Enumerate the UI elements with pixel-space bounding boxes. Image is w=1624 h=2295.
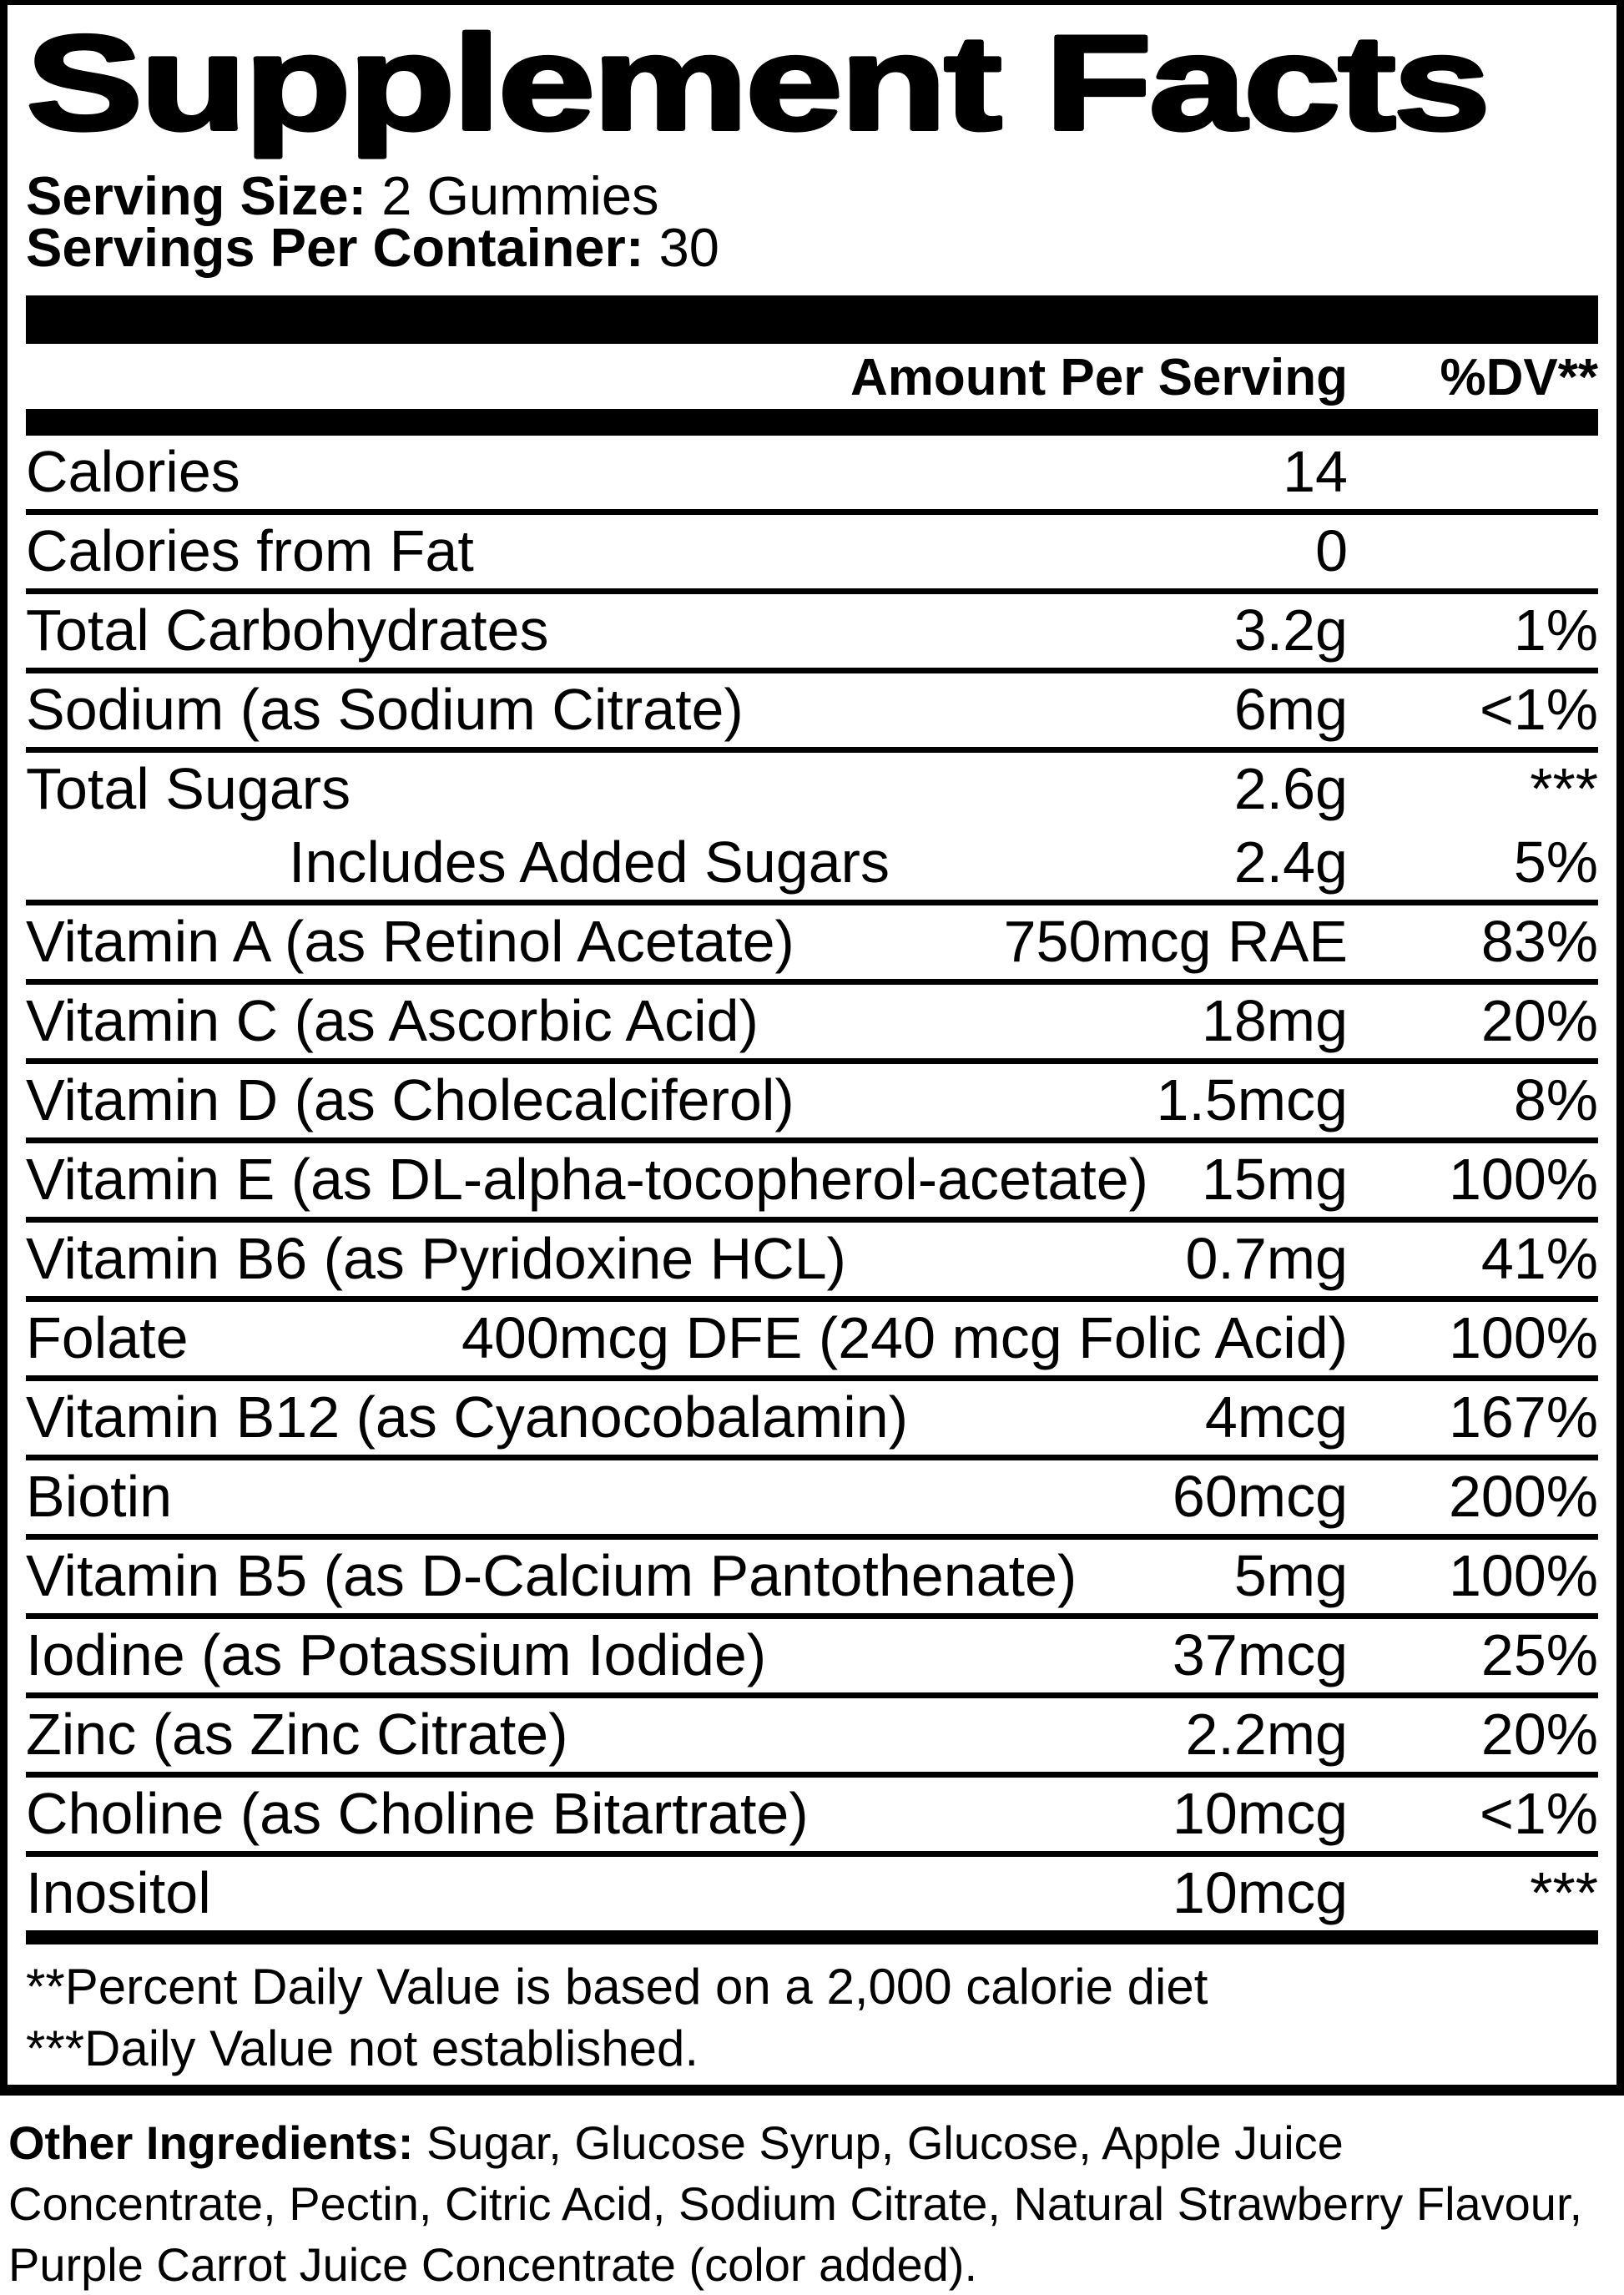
nutrient-name: Vitamin B12 (as Cyanocobalamin) bbox=[26, 1385, 909, 1450]
nutrient-amount: 0.7mg bbox=[1185, 1226, 1348, 1292]
serving-size-value: 2 Gummies bbox=[381, 165, 659, 226]
nutrient-dv: 83% bbox=[1480, 909, 1598, 975]
nutrient-dv: 200% bbox=[1448, 1464, 1598, 1530]
table-row-biotin bbox=[26, 1460, 1598, 1540]
table-row-vitamin-d bbox=[26, 1064, 1598, 1143]
nutrient-amount: 6mg bbox=[1233, 677, 1348, 743]
table-row-calories-from-fat bbox=[26, 515, 1598, 594]
column-header-row bbox=[26, 344, 1598, 409]
table-row-total-carbohydrates bbox=[26, 594, 1598, 673]
nutrient-amount: 5mg bbox=[1233, 1543, 1348, 1609]
nutrient-dv: 20% bbox=[1480, 988, 1598, 1054]
nutrient-dv: 25% bbox=[1480, 1622, 1598, 1688]
table-row-vitamin-a bbox=[26, 905, 1598, 985]
nutrient-dv: 100% bbox=[1448, 1543, 1598, 1609]
table-row-sodium bbox=[26, 673, 1598, 753]
nutrient-dv: 8% bbox=[1513, 1067, 1598, 1133]
table-row-choline bbox=[26, 1778, 1598, 1857]
nutrient-dv: 41% bbox=[1480, 1226, 1598, 1292]
label-title-text: Supplement Facts bbox=[26, 8, 1488, 159]
nutrient-amount: 2.2mg bbox=[1185, 1702, 1348, 1768]
nutrient-name: Includes Added Sugars bbox=[289, 830, 890, 895]
nutrient-amount: 3.2g bbox=[1233, 598, 1348, 663]
other-ingredients-paragraph bbox=[8, 2112, 1617, 2295]
table-row-calories bbox=[26, 436, 1598, 515]
nutrient-name: Total Sugars bbox=[26, 756, 351, 822]
nutrient-dv: *** bbox=[1530, 756, 1598, 822]
footnote-dv-not-established: ***Daily Value not established. bbox=[26, 2020, 699, 2076]
table-row-includes-added-sugars bbox=[26, 826, 1598, 905]
serving-size-label: Serving Size: bbox=[26, 165, 367, 226]
nutrient-dv: 100% bbox=[1448, 1147, 1598, 1213]
nutrient-dv: 20% bbox=[1480, 1702, 1598, 1768]
servings-per-container-line bbox=[26, 217, 1598, 278]
table-row-inositol bbox=[26, 1857, 1598, 1930]
amount-per-serving-header: Amount Per Serving bbox=[850, 349, 1348, 406]
table-row-vitamin-b12 bbox=[26, 1381, 1598, 1460]
table-row-vitamin-b5 bbox=[26, 1540, 1598, 1619]
nutrient-name: Vitamin A (as Retinol Acetate) bbox=[26, 909, 794, 975]
servings-per-container-label: Servings Per Container: bbox=[26, 217, 644, 278]
table-row-vitamin-c bbox=[26, 985, 1598, 1064]
table-row-vitamin-b6 bbox=[26, 1223, 1598, 1302]
nutrient-dv: 5% bbox=[1513, 830, 1598, 895]
thick-separator-bar-top bbox=[26, 295, 1598, 344]
nutrient-amount: 37mcg bbox=[1172, 1622, 1348, 1688]
serving-size-line bbox=[26, 165, 1598, 226]
other-ingredients-text: Sugar, Glucose Syrup, Glucose, Apple Juice Concentrate, Pectin, Citric Acid, Sodium Citrate, Natural Strawberry Flavour, Purple Carrot Juice Concentrate (color added). bbox=[8, 2116, 1583, 2291]
table-row-zinc bbox=[26, 1698, 1598, 1778]
other-ingredients-label: Other Ingredients: bbox=[8, 2116, 414, 2169]
nutrient-name: Vitamin B6 (as Pyridoxine HCL) bbox=[26, 1226, 846, 1292]
nutrient-name: Vitamin E (as DL-alpha-tocopherol-acetate) bbox=[26, 1147, 1148, 1213]
nutrient-dv: 167% bbox=[1448, 1385, 1598, 1450]
nutrient-name: Sodium (as Sodium Citrate) bbox=[26, 677, 744, 743]
nutrient-name: Inositol bbox=[26, 1860, 211, 1926]
label-title bbox=[26, 8, 1598, 159]
nutrient-amount: 10mcg bbox=[1172, 1860, 1348, 1926]
nutrient-name: Vitamin B5 (as D-Calcium Pantothenate) bbox=[26, 1543, 1077, 1609]
table-row-folate bbox=[26, 1302, 1598, 1381]
nutrient-name: Biotin bbox=[26, 1464, 173, 1530]
nutrient-amount: 0 bbox=[1315, 518, 1348, 584]
nutrient-dv: *** bbox=[1530, 1860, 1598, 1926]
nutrient-amount: 2.4g bbox=[1233, 830, 1348, 895]
nutrient-amount: 4mcg bbox=[1204, 1385, 1348, 1450]
nutrient-name: Iodine (as Potassium Iodide) bbox=[26, 1622, 767, 1688]
nutrient-amount: 400mcg DFE (240 mcg Folic Acid) bbox=[461, 1305, 1348, 1371]
nutrient-name: Vitamin C (as Ascorbic Acid) bbox=[26, 988, 759, 1054]
nutrient-amount: 15mg bbox=[1201, 1147, 1348, 1213]
servings-per-container-value: 30 bbox=[658, 217, 719, 278]
nutrient-name: Choline (as Choline Bitartrate) bbox=[26, 1781, 809, 1847]
nutrient-dv: 1% bbox=[1513, 598, 1598, 663]
nutrient-name: Zinc (as Zinc Citrate) bbox=[26, 1702, 568, 1768]
nutrient-amount: 14 bbox=[1283, 439, 1348, 505]
nutrient-amount: 750mcg RAE bbox=[1003, 909, 1348, 975]
nutrient-amount: 1.5mcg bbox=[1156, 1067, 1348, 1133]
footnote-dv-basis: **Percent Daily Value is based on a 2,000 calorie diet bbox=[26, 1959, 1208, 2015]
thick-separator-bar-middle bbox=[26, 409, 1598, 436]
nutrient-amount: 10mcg bbox=[1172, 1781, 1348, 1847]
nutrient-amount: 60mcg bbox=[1172, 1464, 1348, 1530]
nutrient-name: Vitamin D (as Cholecalciferol) bbox=[26, 1067, 794, 1133]
percent-dv-header: %DV** bbox=[1440, 349, 1598, 406]
table-row-vitamin-e bbox=[26, 1143, 1598, 1223]
nutrient-name: Calories from Fat bbox=[26, 518, 474, 584]
nutrient-amount: 18mg bbox=[1201, 988, 1348, 1054]
thick-separator-bar-bottom bbox=[26, 1930, 1598, 1944]
nutrient-name: Calories bbox=[26, 439, 240, 505]
nutrient-amount: 2.6g bbox=[1233, 756, 1348, 822]
nutrient-dv: <1% bbox=[1479, 1781, 1598, 1847]
nutrient-name: Total Carbohydrates bbox=[26, 598, 549, 663]
nutrient-name: Folate bbox=[26, 1305, 189, 1371]
nutrient-dv: 100% bbox=[1448, 1305, 1598, 1371]
nutrient-dv: <1% bbox=[1479, 677, 1598, 743]
table-row-iodine bbox=[26, 1619, 1598, 1698]
table-row-total-sugars bbox=[26, 753, 1598, 826]
